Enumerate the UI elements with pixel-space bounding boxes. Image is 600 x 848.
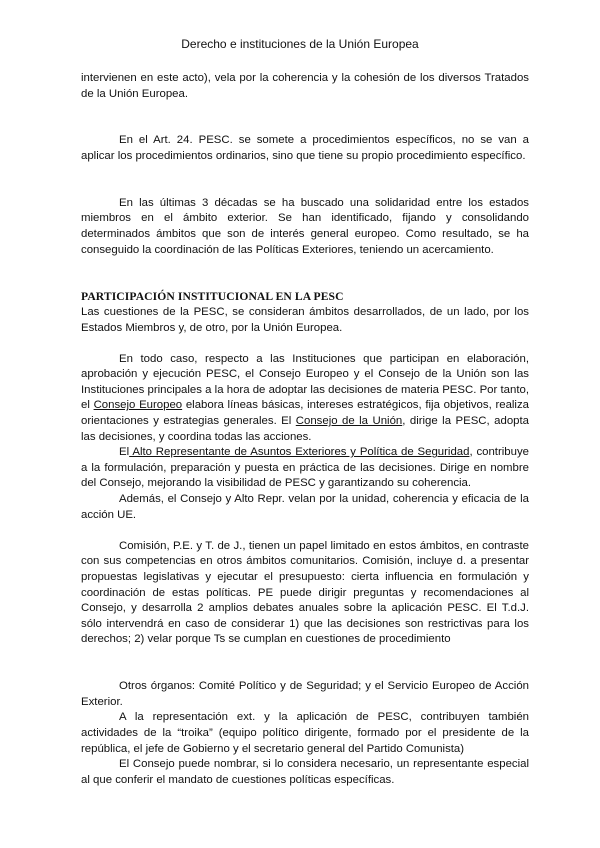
alto-representante-link[interactable]: Alto Representante de Asuntos Exteriores y Política de Seguridad bbox=[129, 446, 470, 459]
paragraph-3: En las últimas 3 décadas se ha buscado una solidaridad entre los estados miembros en el ámbito exterior. Se han identificado, fijando y consolidando determinados ámbitos que son de interés general europeo. Como resultado, se ha conseguido la coordinación de las Políticas Exteriores, teniendo un acercamiento. bbox=[81, 196, 529, 256]
paragraph-5 bbox=[81, 352, 529, 446]
paragraph-10: A la representación ext. y la aplicación de PESC, contribuyen también actividades de la “troika” (equipo político dirigente, formado por el presidente de la república, el jefe de Gobierno y el secretario general del Partido Comunista) bbox=[81, 711, 529, 755]
paragraph-1: intervienen en este acto), vela por la coherencia y la cohesión de los diversos Tratados de la Unión Europea. bbox=[81, 72, 529, 100]
consejo-europeo-link[interactable]: Consejo Europeo bbox=[93, 399, 183, 412]
paragraph-11: El Consejo puede nombrar, si lo considera necesario, un representante especial al que conferir el mandato de cuestiones políticas específicas. bbox=[81, 758, 529, 786]
paragraph-6-text-a: El bbox=[119, 446, 130, 459]
paragraph-5-text-c: , dirige la PESC, adopta las decisiones, y coordina todas las acciones. bbox=[81, 415, 529, 443]
paragraph-4: Las cuestiones de la PESC, se consideran ámbitos desarrollados, de un lado, por los Estados Miembros y, de otro, por la Unión Europea. bbox=[81, 305, 529, 334]
paragraph-5-text-b: elabora líneas básicas, intereses estratégicos, fija objetivos, realiza orientaciones y estrategias generales. El bbox=[81, 399, 529, 428]
document-body bbox=[81, 71, 529, 788]
paragraph-5-text-a: En todo caso, respecto a las Instituciones que participan en elaboración, aprobación y ejecución PESC, el Consejo Europeo y el Consejo de la Unión son las Instituciones principales a la hora de adoptar las decisiones de materia PESC. Por tanto, el bbox=[81, 352, 529, 412]
running-header: Derecho e instituciones de la Unión Europea bbox=[181, 37, 419, 51]
paragraph-6-text-b: , contribuye a la formulación, preparación y puesta en práctica de las decisiones. Dirige en nombre del Consejo, mejorando la visibilidad de PESC y garantizando su coherencia. bbox=[81, 446, 530, 490]
consejo-union-link[interactable]: Consejo de la Unión bbox=[295, 415, 403, 428]
paragraph-2: En el Art. 24. PESC. se somete a procedimientos específicos, no se van a aplicar los procedimientos ordinarios, sino que tiene su propio procedimiento específico. bbox=[81, 134, 529, 162]
section-heading: PARTICIPACIÓN INSTITUCIONAL EN LA PESC bbox=[81, 290, 344, 304]
paragraph-9: Otros órganos: Comité Político y de Seguridad; y el Servicio Europeo de Acción Exterior. bbox=[81, 680, 529, 708]
paragraph-8: Comisión, P.E. y T. de J., tienen un papel limitado en estos ámbitos, en contraste con sus competencias en otros ámbitos comunitarios. Comisión, incluye d. a presentar propuestas legislativas y ejecutar el presupuesto: cierta influencia en formulación y coordinación de estas políticas. PE puede dirigir preguntas y recomendaciones al Consejo, y desarrolla 2 amplios debates anuales sobre la aplicación PESC. El T.d.J. sólo intervendrá en caso de considerar 1) que las decisiones son restrictivas para los derechos; 2) velar porque Ts se cumplan en cuestiones de procedimiento bbox=[81, 539, 529, 646]
paragraph-7: Además, el Consejo y Alto Repr. velan por la unidad, coherencia y eficacia de la acción UE. bbox=[81, 493, 529, 521]
paragraph-6 bbox=[81, 445, 529, 492]
